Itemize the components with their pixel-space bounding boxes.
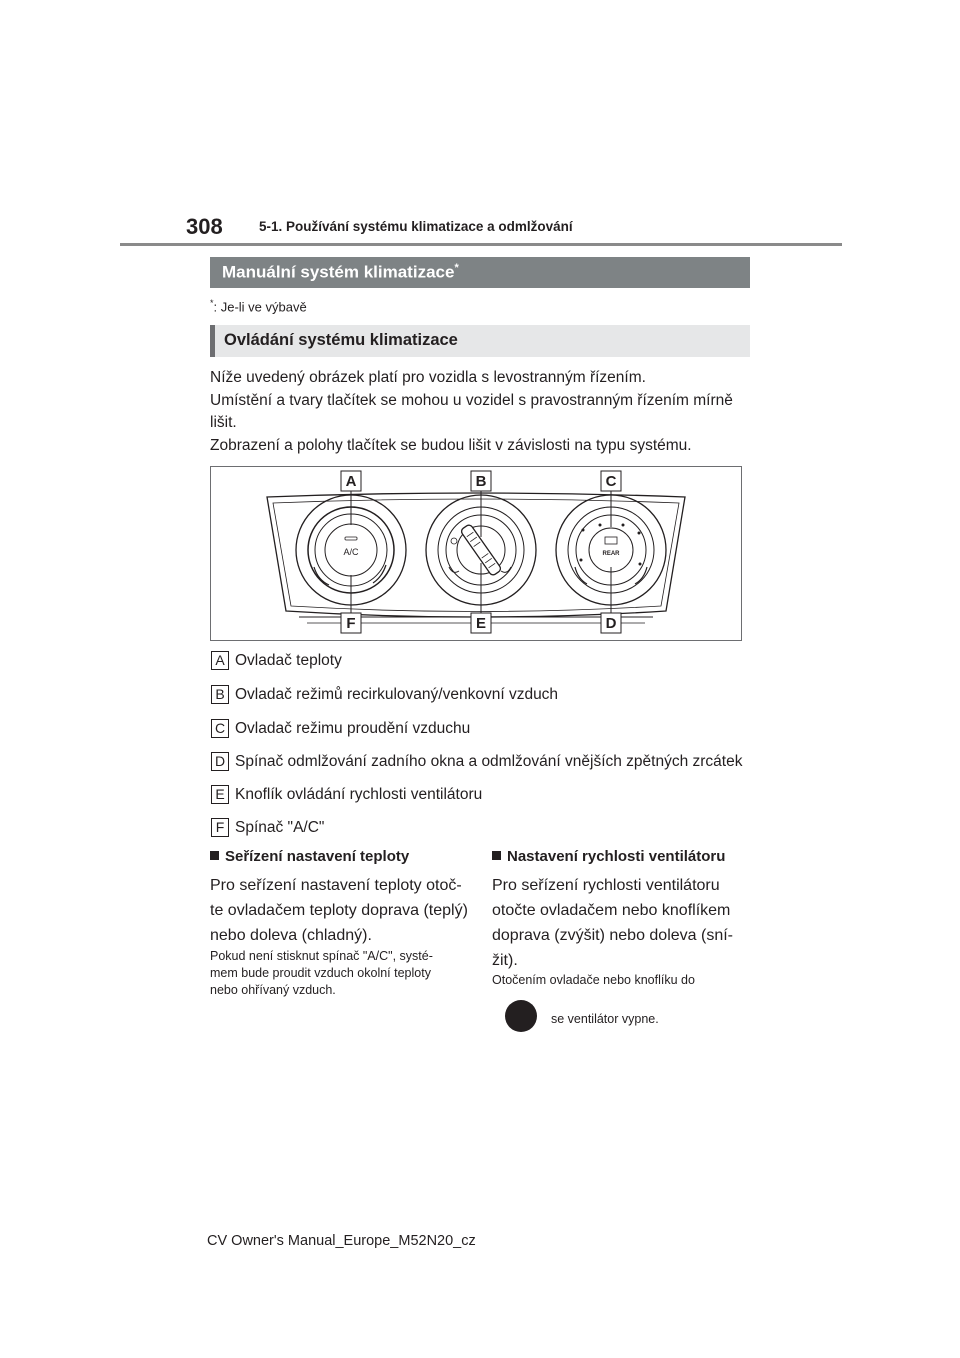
- fan-speed-note-end: se ventilátor vypne.: [551, 1012, 659, 1026]
- legend-text: Spínač "A/C": [235, 819, 325, 836]
- temperature-body: Pro seřízení nastavení teploty otoč- te ovladačem teploty doprava (teplý) nebo doleva (chladný).: [210, 877, 468, 944]
- intro-line: Umístění a tvary tlačítek se mohou u vozidel s pravostranným řízením mírně lišit.: [210, 391, 733, 431]
- legend-text: Ovladač teploty: [235, 652, 342, 669]
- callout-f: [341, 613, 361, 633]
- svg-text:C: C: [605, 473, 617, 490]
- svg-text:D: D: [605, 615, 617, 632]
- legend-item: [211, 785, 482, 807]
- intro-line: Níže uvedený obrázek platí pro vozidla s levostranným řízením.: [210, 369, 646, 386]
- legend-key: D: [211, 752, 229, 771]
- ac-button-label: A/C: [343, 547, 359, 557]
- sub-heading: Ovládání systému klimatizace: [224, 331, 458, 349]
- rear-defog-button-label: REAR: [602, 551, 620, 557]
- page-number: 308: [186, 214, 223, 239]
- temperature-note: Pokud není stisknut spínač "A/C", systé- mem bude proudit vzduch okolní teploty nebo ohřívaný vzduch.: [210, 949, 433, 997]
- footnote: *: Je-li ve výbavě: [210, 298, 307, 315]
- callout-c: [601, 471, 621, 491]
- legend-text: Ovladač režimu proudění vzduchu: [235, 720, 471, 737]
- legend-item: [211, 818, 324, 840]
- bullet-square-icon: [492, 851, 501, 860]
- legend-key: F: [211, 818, 229, 837]
- fan-speed-body: Pro seřízení rychlosti ventilátoru otočte ovladačem nebo knoflíkem doprava (zvýšit) nebo doleva (sní- žit).: [492, 877, 733, 969]
- svg-text:A: A: [345, 473, 357, 490]
- callout-b: [471, 471, 491, 491]
- footer-doc-id: CV Owner's Manual_Europe_M52N20_cz: [207, 1233, 476, 1249]
- sub-heading-accent: [210, 325, 215, 357]
- climate-control-panel-figure: [210, 466, 742, 641]
- legend-key: C: [211, 719, 229, 738]
- callout-a: [341, 471, 361, 491]
- legend-item: [211, 719, 470, 741]
- legend-key: B: [211, 685, 229, 704]
- legend-item: [211, 752, 742, 774]
- temperature-heading: Seřízení nastavení teploty: [210, 848, 409, 865]
- callout-d: [601, 613, 621, 633]
- bullet-square-icon: [210, 851, 219, 860]
- svg-text:F: F: [346, 615, 356, 632]
- fan-speed-note: Otočením ovladače nebo knoflíku do: [492, 973, 695, 987]
- legend-item: [211, 685, 558, 707]
- legend-text: Spínač odmlžování zadního okna a odmlžování vnějších zpětných zrcátek: [235, 753, 743, 770]
- legend-text: Ovladač režimů recirkulovaný/venkovní vzduch: [235, 686, 559, 703]
- fan-speed-heading: Nastavení rychlosti ventilátoru: [492, 848, 725, 865]
- legend-item: [211, 651, 342, 673]
- legend-key: A: [211, 651, 229, 670]
- fan-off-icon: [505, 1000, 537, 1032]
- svg-text:E: E: [475, 615, 487, 632]
- legend-key: E: [211, 785, 229, 804]
- climate-panel-illustration: [211, 467, 741, 640]
- sub-heading-banner: [210, 325, 750, 357]
- section-title: 5-1. Používání systému klimatizace a odmlžování: [259, 219, 573, 234]
- intro-text: [210, 367, 755, 457]
- callout-e: [471, 613, 491, 633]
- main-heading: Manuální systém klimatizace*: [222, 262, 459, 282]
- intro-line: Zobrazení a polohy tlačítek se budou lišit v závislosti na typu systému.: [210, 436, 692, 454]
- svg-text:B: B: [475, 473, 487, 490]
- main-heading-banner: [210, 257, 750, 288]
- header-divider: [120, 243, 842, 246]
- legend-text: Knoflík ovládání rychlosti ventilátoru: [235, 786, 483, 803]
